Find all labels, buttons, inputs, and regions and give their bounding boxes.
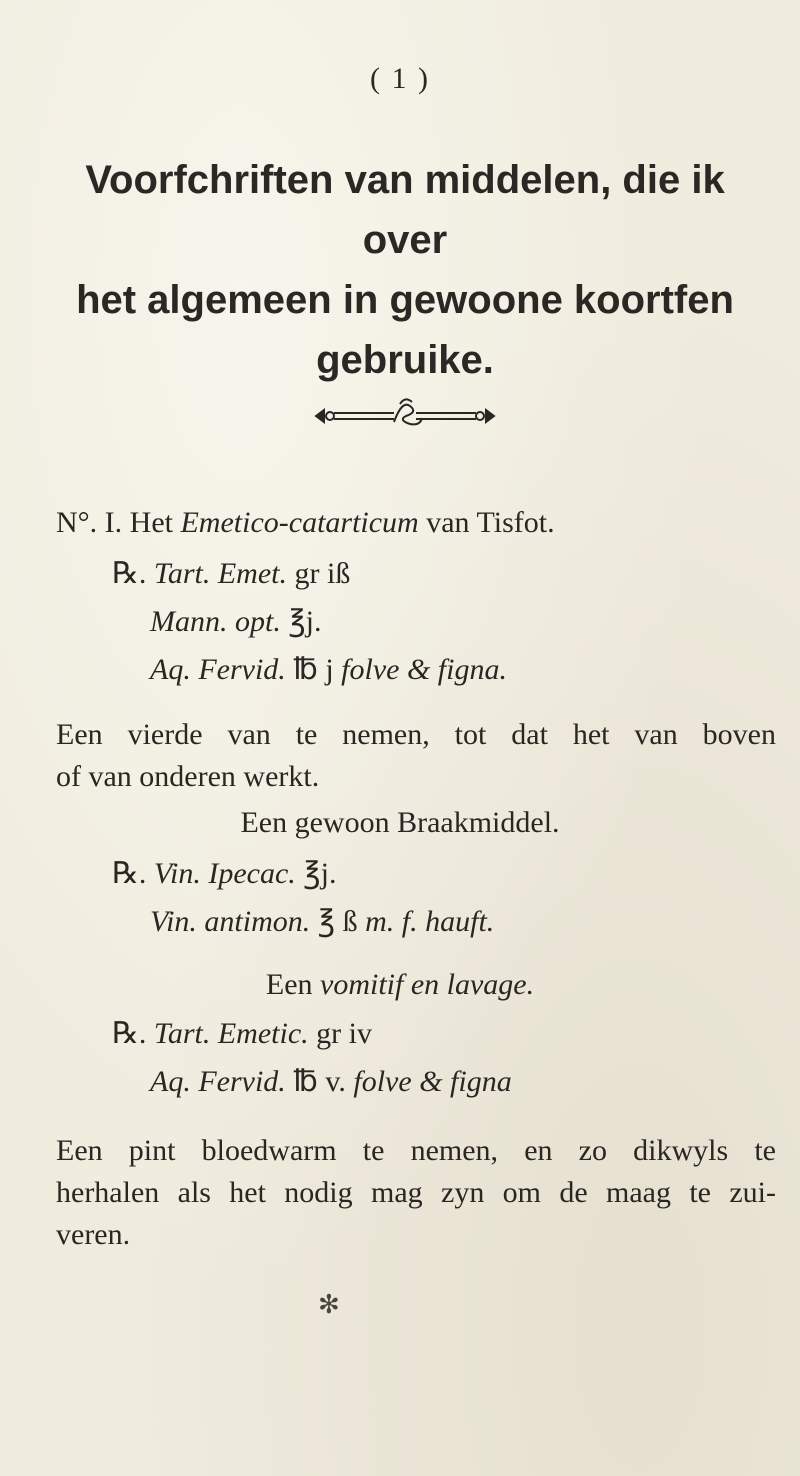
paragraph-line: Een pint bloedwarm te nemen, en zo dikwyls te xyxy=(56,1134,776,1167)
ingredient-name: Tart. Emetic. xyxy=(153,1017,309,1050)
ornament-divider-icon xyxy=(310,392,500,436)
recipe-symbol: ℞. xyxy=(112,557,147,590)
recipe-2-line-1 xyxy=(112,856,336,891)
recipe-3-line-2 xyxy=(150,1064,512,1099)
title-line-3: gebruike. xyxy=(316,338,494,382)
ingredient-dose: ℥j. xyxy=(303,857,337,890)
recipe-1-heading xyxy=(56,506,555,540)
paragraph-line: herhalen als het nodig mag zyn om de maag te zui- xyxy=(56,1176,776,1209)
recipe-2-heading: Een gewoon Braakmiddel. xyxy=(240,806,560,839)
ingredient-name: Aq. Fervid. xyxy=(150,1065,286,1098)
recipe-symbol: ℞. xyxy=(112,857,147,890)
ingredient-name: Vin. antimon. xyxy=(150,905,311,938)
recipe-1-heading-suffix: van Tisfot. xyxy=(426,506,555,539)
recipe-3-heading-italic: vomitif en lavage. xyxy=(320,968,535,1001)
ingredient-dose: gr iv xyxy=(316,1017,372,1050)
ingredient-dose: ℔ v. xyxy=(293,1065,346,1098)
recipe-3-heading xyxy=(0,968,800,1002)
recipe-1-heading-italic: Emetico-catarticum xyxy=(180,506,419,539)
recipe-3-line-1 xyxy=(112,1016,372,1051)
ingredient-dose: gr iß xyxy=(294,557,351,590)
ingredient-dose: ℥j. xyxy=(288,605,322,638)
paragraph-line: Een vierde van te nemen, tot dat het van boven xyxy=(56,718,776,751)
recipe-1-line-3 xyxy=(150,652,507,687)
instruction-text: m. f. hauft. xyxy=(365,905,495,938)
ingredient-name: Aq. Fervid. xyxy=(150,653,286,686)
ingredient-name: Vin. Ipecac. xyxy=(153,857,296,890)
page-number: ( 1 ) xyxy=(370,62,430,95)
paragraph-2 xyxy=(56,1130,776,1256)
recipe-1-line-1 xyxy=(112,556,350,591)
title-line-2: het algemeen in gewoone koortfen xyxy=(76,278,734,322)
ingredient-dose: ℔ j xyxy=(293,653,334,686)
instruction-text: folve & figna xyxy=(353,1065,512,1098)
ingredient-dose: ℥ ß xyxy=(317,905,358,938)
recipe-1-line-2 xyxy=(150,604,322,639)
paragraph-line: veren. xyxy=(56,1218,131,1251)
catchword-mark-icon: ✻ xyxy=(318,1290,340,1319)
instruction-text: folve & figna. xyxy=(341,653,507,686)
page-title xyxy=(40,150,770,390)
recipe-symbol: ℞. xyxy=(112,1017,147,1050)
recipe-3-heading-prefix: Een xyxy=(265,968,313,1001)
title-line-1: Voorfchriften van middelen, die ik over xyxy=(85,158,725,262)
ingredient-name: Tart. Emet. xyxy=(153,557,287,590)
ingredient-name: Mann. opt. xyxy=(150,605,281,638)
paragraph-1 xyxy=(56,714,776,798)
recipe-1-heading-prefix: N°. I. Het xyxy=(56,506,173,539)
recipe-2-line-2 xyxy=(150,904,494,939)
paragraph-line: of van onderen werkt. xyxy=(56,760,320,793)
